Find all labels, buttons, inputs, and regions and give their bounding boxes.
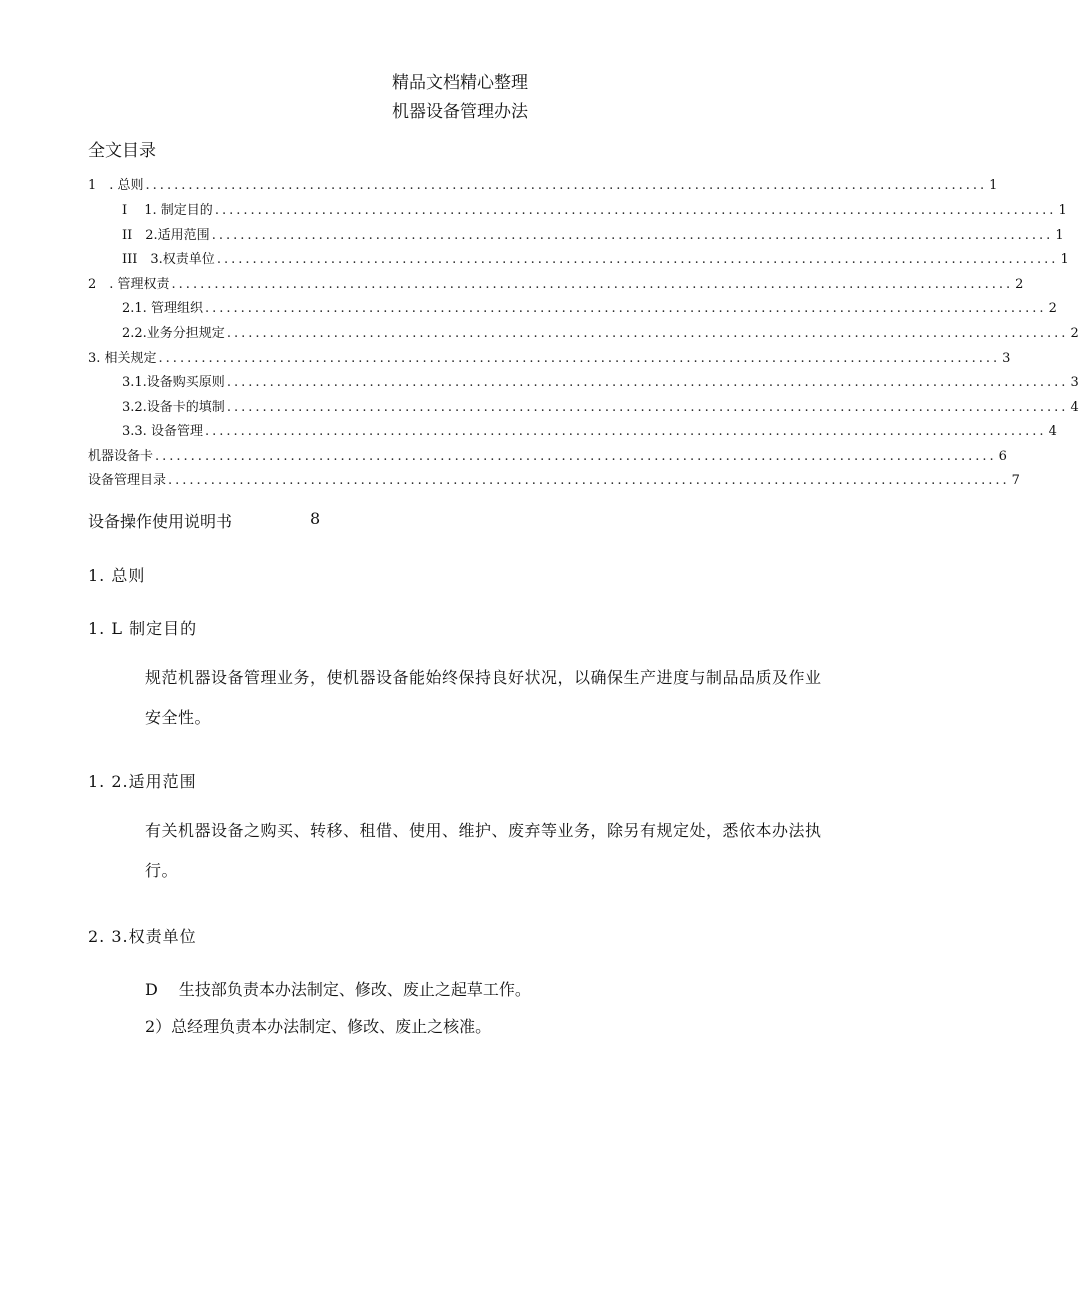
- toc-label: 2 . 管理权责: [88, 277, 170, 292]
- toc-leader-dots: ......................................................................................................................: [145, 178, 988, 193]
- toc-row-purpose[interactable]: [122, 201, 1067, 221]
- toc-leader-dots: ......................................................................................................................: [216, 252, 1059, 267]
- toc-row-card-fill[interactable]: [122, 398, 1079, 418]
- toc-page-number: 3: [1002, 351, 1011, 366]
- toc-page-number: 1: [1055, 228, 1064, 243]
- toc-row-scope[interactable]: [122, 226, 1064, 246]
- toc-row-equipment-card[interactable]: [88, 447, 1007, 467]
- subsection-heading: 2. 3.权责单位: [88, 927, 197, 946]
- toc-leader-dots: ......................................................................................................................: [226, 326, 1069, 341]
- toc-row-purchase[interactable]: [122, 373, 1079, 393]
- toc-leader-dots: ......................................................................................................................: [204, 424, 1047, 439]
- toc-heading: 全文目录: [88, 141, 156, 161]
- toc-label: 3.2.设备卡的填制: [122, 400, 225, 415]
- toc-page-number: 4: [1048, 424, 1057, 439]
- toc-leader-dots: ......................................................................................................................: [226, 400, 1069, 415]
- toc-page-number: 6: [998, 449, 1007, 464]
- toc-row-equipment-management[interactable]: [122, 422, 1057, 442]
- toc-page-number: 7: [1011, 473, 1020, 488]
- toc-row-manual[interactable]: [88, 509, 321, 532]
- toc-row-equipment-catalog[interactable]: [88, 471, 1020, 491]
- toc-label: I 1. 制定目的: [122, 203, 213, 218]
- toc-label: 机器设备卡: [88, 449, 154, 464]
- toc-leader-dots: ......................................................................................................................: [204, 301, 1047, 316]
- watermark-title: 精品文档精心整理: [392, 73, 528, 93]
- toc-page-number: 3: [1070, 375, 1079, 390]
- subsection-heading: 1. L 制定目的: [88, 619, 198, 638]
- toc-row-management-duties[interactable]: [88, 275, 1024, 295]
- toc-label: 3. 相关规定: [88, 351, 157, 366]
- toc-row-organization[interactable]: [122, 299, 1057, 319]
- toc-leader-dots: ......................................................................................................................: [168, 473, 1010, 488]
- toc-page-number: 8: [310, 509, 321, 528]
- toc-page-number: 1: [1060, 252, 1069, 267]
- subsection-heading: 1. 2.适用范围: [88, 772, 197, 791]
- paragraph: 有关机器设备之购买、转移、租借、使用、维护、废弃等业务，除另有规定处，悉依本办法执行。: [145, 821, 822, 880]
- toc-leader-dots: ......................................................................................................................: [158, 351, 1001, 366]
- toc-row-responsibility[interactable]: [122, 250, 1069, 270]
- section-heading: 1. 总则: [88, 566, 146, 585]
- document-title: 机器设备管理办法: [392, 102, 528, 122]
- toc-leader-dots: ......................................................................................................................: [211, 228, 1054, 243]
- toc-page-number: 2: [1015, 277, 1024, 292]
- toc-leader-dots: ......................................................................................................................: [214, 203, 1057, 218]
- toc-page-number: 2: [1048, 301, 1057, 316]
- toc-label: II 2.适用范围: [122, 228, 210, 243]
- toc-label: 2.1. 管理组织: [122, 301, 203, 316]
- toc-leader-dots: ......................................................................................................................: [171, 277, 1014, 292]
- list-item: D 生技部负责本办法制定、修改、废止之起草工作。: [145, 980, 531, 999]
- toc-page-number: 1: [1058, 203, 1067, 218]
- toc-label: 3.3. 设备管理: [122, 424, 203, 439]
- toc-label: III 3.权责单位: [122, 252, 215, 267]
- list-item: 2）总经理负责本办法制定、修改、废止之核准。: [145, 1017, 492, 1036]
- toc-label: 设备操作使用说明书: [88, 512, 233, 531]
- toc-label: 2.2.业务分担规定: [122, 326, 225, 341]
- toc-row-general[interactable]: [88, 176, 998, 196]
- toc-row-division[interactable]: [122, 324, 1079, 344]
- toc-label: 1 . 总则: [88, 178, 144, 193]
- toc-leader-dots: ......................................................................................................................: [226, 375, 1069, 390]
- toc-row-regulations[interactable]: [88, 349, 1011, 369]
- toc-page-number: 4: [1070, 400, 1079, 415]
- toc-label: 3.1.设备购买原则: [122, 375, 225, 390]
- toc-leader-dots: ......................................................................................................................: [155, 449, 997, 464]
- paragraph: 规范机器设备管理业务，使机器设备能始终保持良好状况，以确保生产进度与制品品质及作业安全性。: [145, 668, 822, 727]
- toc-label: 设备管理目录: [88, 473, 167, 488]
- toc-page-number: 2: [1070, 326, 1079, 341]
- toc-page-number: 1: [989, 178, 998, 193]
